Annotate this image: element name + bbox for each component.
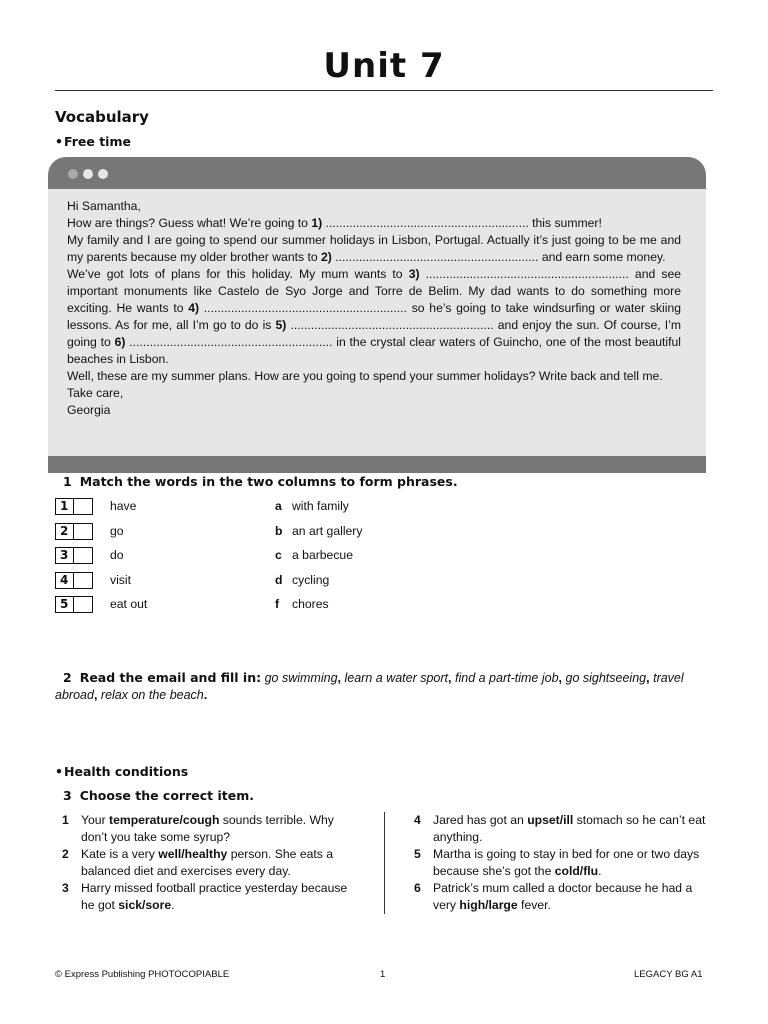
- vocabulary-heading: Vocabulary: [55, 108, 149, 126]
- email-paragraph-2: My family and I are going to spend our summer holidays in Lisbon, Portugal. Actually it’s just going to be me and my parents because my older brother wants to 2) ............................................................ and earn some money.: [67, 233, 681, 264]
- free-time-label: Free time: [64, 134, 131, 149]
- window-dot-icon: [98, 169, 108, 179]
- window-dot-icon: [83, 169, 93, 179]
- match-row: 1 have a with family: [55, 498, 555, 515]
- email-window: [48, 157, 706, 473]
- answer-box[interactable]: 5: [55, 596, 93, 613]
- blank-6: ............................................................: [125, 335, 337, 349]
- email-signature: Georgia: [67, 403, 111, 417]
- email-closing: Take care,: [67, 386, 124, 400]
- window-dot-icon: [68, 169, 78, 179]
- exercise-1-heading: 1 Match the words in the two columns to form phrases.: [63, 474, 458, 489]
- choice-options[interactable]: temperature/cough: [109, 813, 220, 827]
- footer-copyright: © Express Publishing PHOTOCOPIABLE: [55, 969, 230, 980]
- question-item: 5 Martha is going to stay in bed for one or two days because she’s got the cold/flu.: [414, 847, 700, 878]
- answer-box[interactable]: 1: [55, 498, 93, 515]
- title-rule: [55, 90, 713, 91]
- choice-options[interactable]: upset/ill: [527, 813, 574, 827]
- exercise-3-right-column: [414, 812, 714, 914]
- exercise-2: 2 Read the email and fill in: go swimming, learn a water sport, find a part-time job, go sightseeing, travel abroad, relax on the beach.: [55, 670, 684, 702]
- blank-2: ............................................................: [331, 250, 542, 264]
- bullet-icon: •: [55, 764, 63, 779]
- answer-box[interactable]: 2: [55, 523, 93, 540]
- blank-1: ............................................................: [322, 216, 533, 230]
- email-paragraph-4: Well, these are my summer plans. How are you going to spend your summer holidays? Write back and tell me.: [67, 369, 663, 383]
- choice-options[interactable]: well/healthy: [158, 847, 228, 861]
- email-footer-bar: [48, 456, 706, 473]
- question-item: 2 Kate is a very well/healthy person. She eats a balanced diet and exercises every day.: [62, 847, 334, 878]
- exercise-3-left-column: [62, 812, 362, 914]
- email-paragraph-1: How are things? Guess what! We’re going to 1) ............................................................ this summer!: [67, 216, 602, 230]
- health-label: Health conditions: [64, 764, 189, 779]
- question-item: 4 Jared has got an upset/ill stomach so he can’t eat anything.: [414, 813, 706, 844]
- blank-5: ............................................................: [286, 318, 498, 332]
- email-paragraph-3: We’ve got lots of plans for this holiday. My mum wants to 3) ............................................................ and see important monuments like Castelo de Syo Jorge and Torre de Belim. My dad wants to do something more exciting. He wants to 4) ............................................................ so he’s going to take windsurfing or water skiing lessons. As for me, all I’m go to do is 5) ............................................................ and enjoy the sun. Of course, I’m going to 6) ............................................................ in the crystal clear waters of Guincho, one of the most beautiful beaches in Lisbon.: [67, 267, 682, 366]
- match-row: 4 visit d cycling: [55, 572, 555, 589]
- health-heading: [55, 764, 188, 779]
- question-item: 6 Patrick’s mum called a doctor because he had a very high/large fever.: [414, 881, 693, 912]
- choice-options[interactable]: cold/flu: [554, 864, 599, 878]
- page-title: Unit 7: [323, 46, 445, 86]
- answer-box[interactable]: 4: [55, 572, 93, 589]
- footer-series: LEGACY BG A1: [634, 969, 703, 980]
- email-body: [48, 189, 706, 456]
- choice-options[interactable]: high/large: [459, 898, 518, 912]
- match-row: 5 eat out f chores: [55, 596, 555, 613]
- question-item: 3 Harry missed football practice yesterday because he got sick/sore.: [62, 881, 348, 912]
- email-titlebar: [48, 157, 706, 189]
- email-greeting: Hi Samantha,: [67, 199, 141, 213]
- choice-options[interactable]: sick/sore: [118, 898, 172, 912]
- blank-3: ............................................................: [419, 267, 635, 281]
- column-divider: [384, 812, 385, 914]
- match-row: 3 do c a barbecue: [55, 547, 555, 564]
- free-time-heading: [55, 134, 131, 149]
- blank-4: ............................................................: [199, 301, 412, 315]
- match-row: 2 go b an art gallery: [55, 523, 555, 540]
- page-number: 1: [380, 969, 386, 980]
- question-item: 1 Your temperature/cough sounds terrible. Why don’t you take some syrup?: [62, 813, 334, 844]
- exercise-3-heading: 3 Choose the correct item.: [63, 788, 254, 803]
- answer-box[interactable]: 3: [55, 547, 93, 564]
- bullet-icon: •: [55, 134, 63, 149]
